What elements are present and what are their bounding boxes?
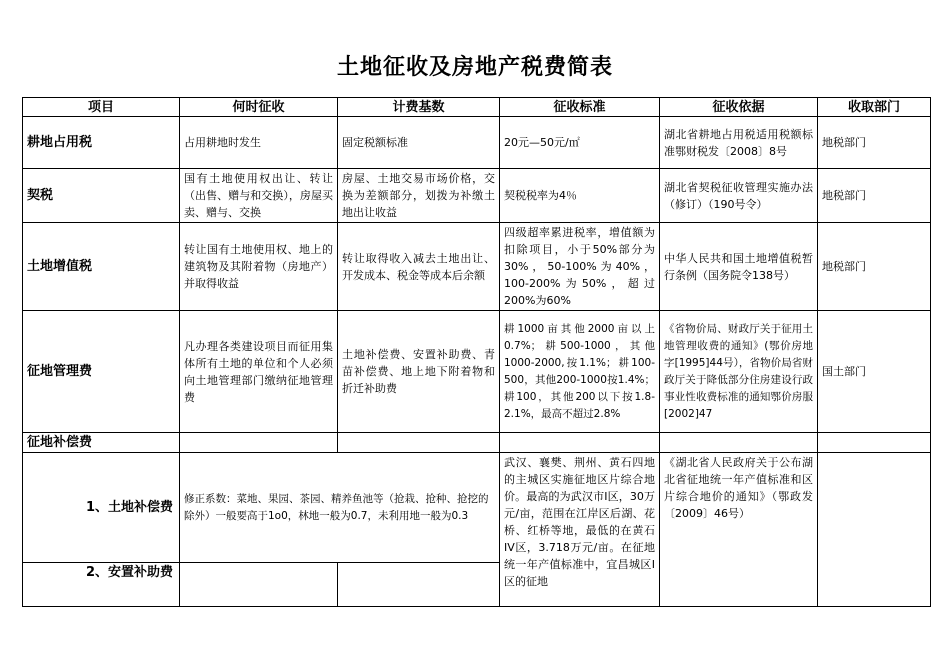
- correction-coefficient: 修正系数：菜地、果园、茶园、精养鱼池等（抢栽、抢种、抢挖的除外）一般要高于1o0，林地一般为0.7，未利用地一般为0.3: [180, 453, 500, 563]
- row-when: 占用耕地时发生: [180, 117, 338, 169]
- row-name: 征地管理费: [23, 311, 180, 433]
- row-name: 土地增值税: [23, 223, 180, 311]
- row-standard: 20元—50元/㎡: [500, 117, 660, 169]
- row-base: 转让取得收入减去土地出让、开发成本、税金等成本后余额: [338, 223, 500, 311]
- tax-fee-table: [22, 97, 931, 607]
- section-row: [23, 433, 931, 453]
- row-basis: 湖北省耕地占用税适用税额标准鄂财税发〔2008〕8号: [660, 117, 818, 169]
- row-basis: 《省物价局、财政厅关于征用土地管理收费的通知》(鄂价房地字[1995]44号），省物价局省财政厅关于降低部分住房建设行政事业性收费标准的通知鄂价房服[2002]47: [660, 311, 818, 433]
- row-when: 凡办理各类建设项目而征用集体所有土地的单位和个人必须向土地管理部门缴纳征地管理费: [180, 311, 338, 433]
- table-row: [23, 453, 931, 563]
- row-when: 国有土地使用权出让、转让（出售、赠与和交换），房屋买卖、赠与、交换: [180, 169, 338, 223]
- row-dept: 国土部门: [818, 311, 931, 433]
- row-base: 房屋、土地交易市场价格，交换为差额部分，划拨为补缴土地出让收益: [338, 169, 500, 223]
- row-name: 契税: [23, 169, 180, 223]
- header-basis: 征收依据: [660, 98, 818, 117]
- section-name: 征地补偿费: [23, 433, 180, 453]
- row-standard: 耕1000亩其他2000亩以上0.7%；耕500-1000，其他1000-2000,按1.1%；耕100-500，其他200-1000按1.4%；耕100，其他200以下按1.8-2.1%，最高不超过2.8%: [500, 311, 660, 433]
- row-dept: 地税部门: [818, 169, 931, 223]
- row-name: 耕地占用税: [23, 117, 180, 169]
- row-standard: 契税税率为4％: [500, 169, 660, 223]
- header-when: 何时征收: [180, 98, 338, 117]
- sub-item-land-compensation: 1、土地补偿费: [23, 453, 180, 563]
- row-base: 土地补偿费、安置补助费、青苗补偿费、地上地下附着物和折迁补助费: [338, 311, 500, 433]
- header-standard: 征收标准: [500, 98, 660, 117]
- table-row: [23, 117, 931, 169]
- sub-item-resettlement-subsidy: 2、安置补助费: [23, 563, 180, 607]
- row-when: 转让国有土地使用权、地上的建筑物及其附着物（房地产）并取得收益: [180, 223, 338, 311]
- row-base: 固定税额标准: [338, 117, 500, 169]
- row-dept: 地税部门: [818, 223, 931, 311]
- document-title: 土地征收及房地产税费简表: [336, 55, 613, 80]
- row-dept: 地税部门: [818, 117, 931, 169]
- table-row: [23, 311, 931, 433]
- header-base: 计费基数: [338, 98, 500, 117]
- compensation-basis: 《湖北省人民政府关于公布湖北省征地统一年产值标准和区片综合地价的通知》（鄂政发〔2009〕46号）: [660, 453, 818, 607]
- row-basis: 中华人民共和国土地增值税暂行条例（国务院令138号）: [660, 223, 818, 311]
- header-item: 项目: [23, 98, 180, 117]
- header-dept: 收取部门: [818, 98, 931, 117]
- header-row: [23, 98, 931, 117]
- table-row: [23, 223, 931, 311]
- row-basis: 湖北省契税征收管理实施办法（修订）（190号令）: [660, 169, 818, 223]
- compensation-standard: 武汉、襄樊、荆州、黄石四地的主城区实施征地区片综合地价。最高的为武汉市I区，30万元/亩，范围在江岸区后湖、花桥、红桥等地，最低的在黄石IV区，3.718万元/亩。在征地统一年产值标准中，宜昌城区I区的征地: [500, 453, 660, 607]
- row-standard: 四级超率累进税率，增值额为扣除项目，小于50%部分为30%，50-100%为40%，100-200%为50%，超过200%为60%: [500, 223, 660, 311]
- table-row: [23, 169, 931, 223]
